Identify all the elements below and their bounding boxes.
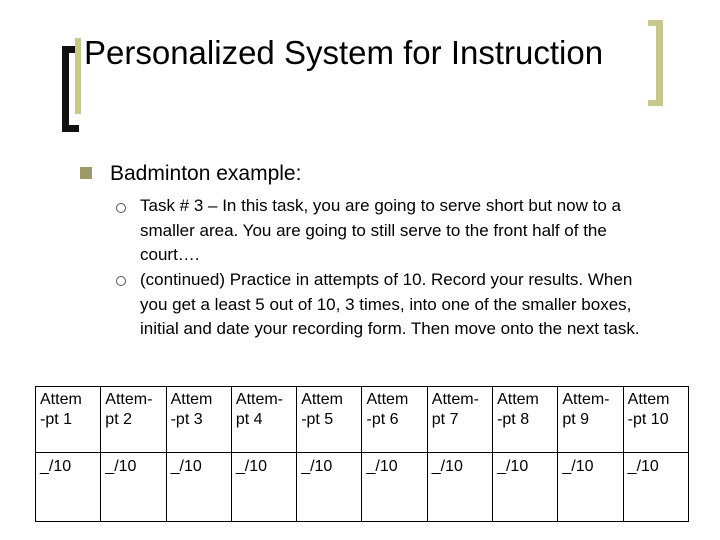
header-cell: Attem- pt 9 — [558, 387, 623, 453]
score-cell[interactable]: _/10 — [297, 452, 362, 521]
header-cell: Attem -pt 6 — [362, 387, 427, 453]
left-bracket-bottom — [62, 125, 79, 132]
header-cell: Attem- pt 7 — [427, 387, 492, 453]
right-bracket-bar — [656, 20, 663, 106]
score-cell[interactable]: _/10 — [231, 452, 296, 521]
right-bracket-bottom — [648, 100, 663, 106]
left-bracket-bar — [62, 46, 69, 132]
bullet-badminton-example: Badminton example: — [110, 162, 302, 185]
score-cell[interactable]: _/10 — [362, 452, 427, 521]
header-cell: Attem -pt 3 — [166, 387, 231, 453]
score-cell[interactable]: _/10 — [558, 452, 623, 521]
header-cell: Attem- pt 4 — [231, 387, 296, 453]
ring-bullet-icon — [116, 203, 126, 213]
ring-bullet-icon — [116, 276, 126, 286]
sub-bullet-task: Task # 3 – In this task, you are going to serve short but now to a smaller area. You are going to still serve to the front half of the court…. — [140, 196, 621, 264]
score-cell[interactable]: _/10 — [493, 452, 558, 521]
score-cell[interactable]: _/10 — [427, 452, 492, 521]
attempt-recording-table — [35, 386, 689, 522]
score-cell[interactable]: _/10 — [623, 452, 688, 521]
right-bracket-top — [648, 20, 663, 26]
sub-bullet-continued: (continued) Practice in attempts of 10. Record your results. When you get a least 5 out of 10, 3 times, into one of the smaller boxes, initial and date your recording form. Then move onto the next task. — [140, 270, 640, 338]
score-cell[interactable]: _/10 — [166, 452, 231, 521]
header-cell: Attem -pt 8 — [493, 387, 558, 453]
square-bullet-icon — [80, 167, 92, 179]
left-accent-bar — [75, 38, 81, 114]
score-cell[interactable]: _/10 — [101, 452, 166, 521]
header-cell: Attem- pt 2 — [101, 387, 166, 453]
score-cell[interactable]: _/10 — [36, 452, 101, 521]
header-cell: Attem -pt 1 — [36, 387, 101, 453]
slide-title: Personalized System for Instruction — [84, 34, 604, 71]
header-cell: Attem -pt 5 — [297, 387, 362, 453]
table-score-row — [36, 452, 689, 521]
header-cell: Attem -pt 10 — [623, 387, 688, 453]
table-header-row — [36, 387, 689, 453]
